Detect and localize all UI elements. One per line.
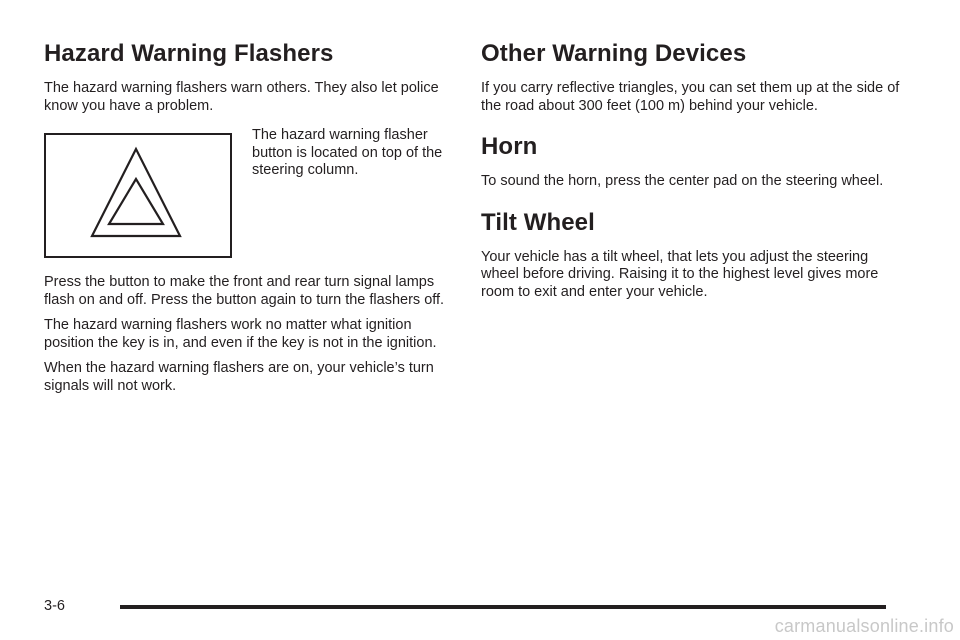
page-number: 3-6 [44,598,65,614]
footer-rule [120,605,886,609]
hazard-figure-row [44,127,460,258]
right-column [481,40,901,309]
left-column [44,40,460,403]
tilt-wheel-paragraph: Your vehicle has a tilt wheel, that lets you adjust the steering wheel before driving. Raising it to the highest level gives more room to exit and enter your vehicle. [481,248,879,300]
hazard-figure-caption: The hazard warning flasher button is located on top of the steering column. [252,127,443,178]
hazard-paragraph-2: The hazard warning flashers work no matter what ignition position the key is in, and even if the key is not in the ignition. [44,317,437,351]
other-warning-devices-paragraph: If you carry reflective triangles, you can set them up at the side of the road about 300 feet (100 m) behind your vehicle. [481,80,900,114]
hazard-button-illustration [44,133,232,258]
hazard-paragraph-3: When the hazard warning flashers are on, your vehicle’s turn signals will not work. [44,360,434,394]
hazard-triangle-icon [46,135,230,256]
hazard-intro-paragraph: The hazard warning flashers warn others. They also let police know you have a problem. [44,80,439,114]
page-footer [44,596,886,616]
watermark: carmanualsonline.info [774,616,954,636]
tilt-wheel-heading: Tilt Wheel [481,208,595,236]
hazard-warning-flashers-heading: Hazard Warning Flashers [44,40,334,67]
horn-paragraph: To sound the horn, press the center pad on the steering wheel. [481,173,884,189]
hazard-paragraph-1: Press the button to make the front and rear turn signal lamps flash on and off. Press the button again to turn the flashers off. [44,274,445,308]
horn-heading: Horn [481,133,538,160]
other-warning-devices-heading: Other Warning Devices [481,40,747,67]
